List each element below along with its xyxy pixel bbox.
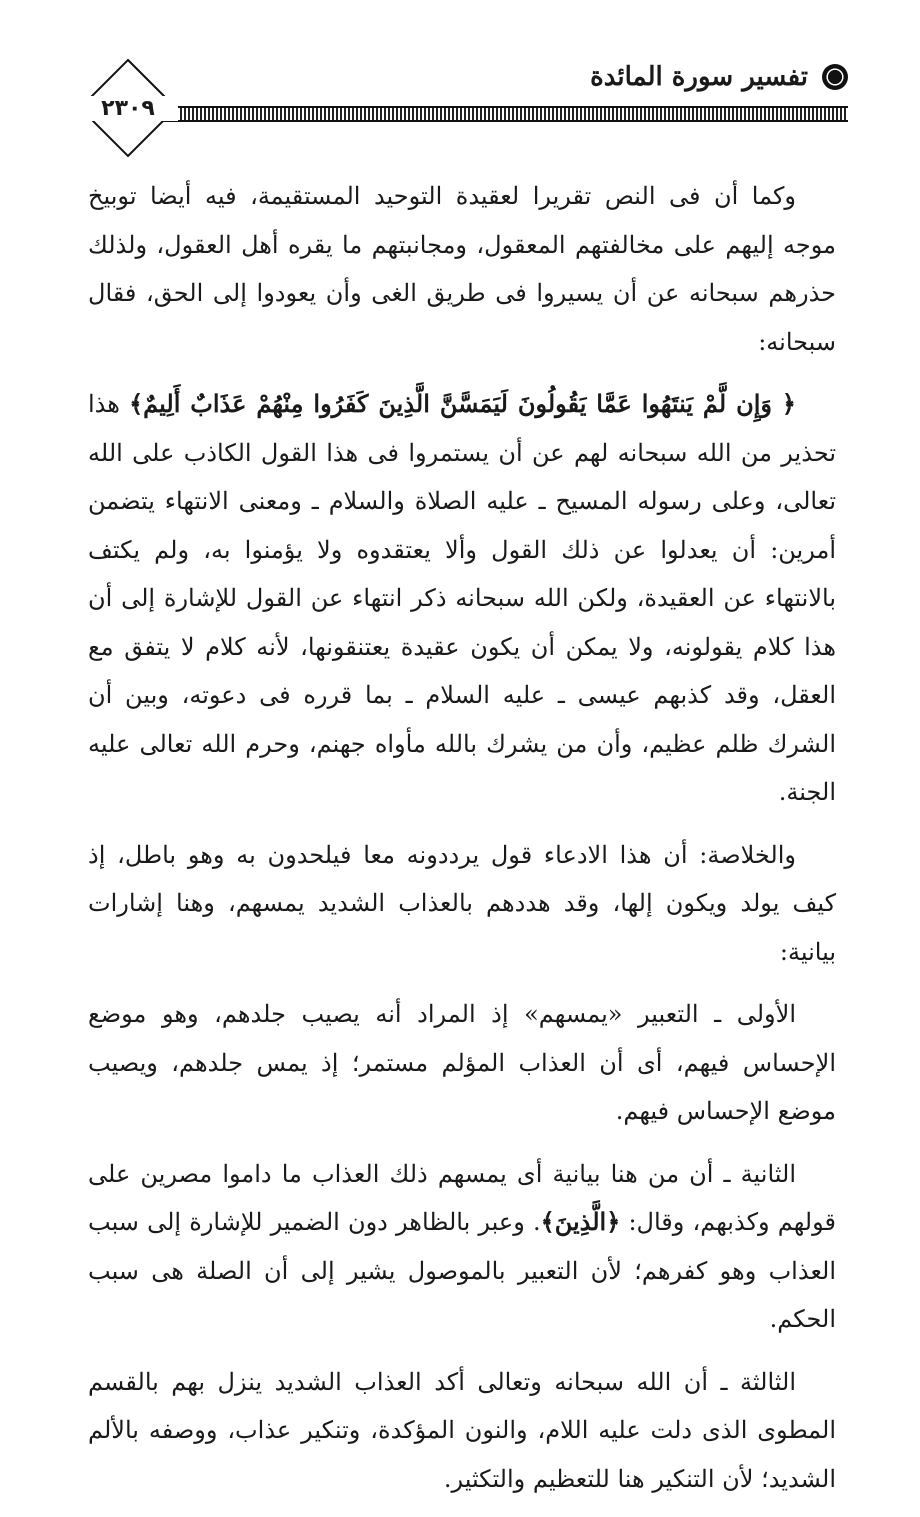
paragraph — [88, 1358, 836, 1504]
flower-ornament-icon — [822, 64, 848, 90]
paragraph-text: . وعبر بالظاهر دون الضمير للإشارة إلى سبب العذاب وهو كفرهم؛ لأن التعبير بالموصول يشير إلى أن الصلة هى سبب الحكم. — [88, 1208, 836, 1333]
quran-verse: ﴿الَّذِينَ﴾ — [540, 1207, 621, 1236]
paragraph — [88, 1150, 836, 1344]
running-title — [590, 62, 848, 92]
paragraph-text: الثانية ـ أن من هنا بيانية أى يمسهم ذلك العذاب ما داموا مصرين على قولهم وكذبهم، وقال: — [88, 1159, 836, 1236]
body-text — [88, 172, 836, 1517]
paragraph-text: هذا تحذير من الله سبحانه لهم عن أن يستمروا فى هذا القول الكاذب على الله تعالى، وعلى رسوله المسيح ـ عليه الصلاة والسلام ـ ومعنى الانتهاء يتضمن أمرين: أن يعدلوا عن ذلك القول وألا يعتقدوه ولا يؤمنوا به، ولم يكتف بالانتهاء عن العقيدة، ولكن الله سبحانه ذكر انتهاء عن القول للإشارة إلى أن هذا كلام يقولونه، ولا يمكن أن يكون عقيدة يعتنقونها، لأنه كلام لا يتفق مع العقل، وقد كذبهم عيسى ـ عليه السلام ـ بما قرره فى دعوته، وبين أن الشرك ظلم عظيم، وأن من يشرك بالله مأواه جهنم، وحرم الله تعالى عليه الجنة. — [88, 390, 836, 806]
paragraph-text: الأولى ـ التعبير «يمسهم» إذ المراد أنه يصيب جلدهم، وهو موضع الإحساس فيهم، أى أن العذاب المؤلم مستمر؛ إذ يمس جلدهم، ويصيب موضع الإحساس فيهم. — [88, 1000, 836, 1125]
paragraph — [88, 990, 836, 1136]
paragraph-text: وكما أن فى النص تقريرا لعقيدة التوحيد المستقيمة، فيه أيضا توبيخ موجه إليهم على مخالفتهم المعقول، ومجانبتهم ما يقره أهل العقول، ولذلك حذرهم سبحانه عن أن يسيروا فى طريق الغى وأن يعودوا إلى الحق، فقال سبحانه: — [88, 182, 836, 356]
paragraph-text: الثالثة ـ أن الله سبحانه وتعالى أكد العذاب الشديد ينزل بهم بالقسم المطوى الذى دلت عليه اللام، والنون المؤكدة، وتنكير عذاب، ووصفه بالألم الشديد؛ لأن التنكير هنا للتعظيم والتكثير. — [88, 1367, 836, 1493]
paragraph-text: والخلاصة: أن هذا الادعاء قول يرددونه معا فيلحدون به وهو باطل، إذ كيف يولد ويكون إلها، وقد هددهم بالعذاب الشديد يمسهم، وهنا إشارات بيانية: — [88, 840, 836, 966]
page-number-badge — [78, 58, 178, 158]
running-title-text: تفسير سورة المائدة — [590, 62, 808, 92]
page-header — [78, 58, 848, 158]
paragraph — [88, 380, 836, 817]
page-number: ٢٣٠٩ — [78, 96, 178, 121]
paragraph — [88, 172, 836, 366]
header-rule — [156, 106, 848, 122]
quran-verse: ﴿ وَإِن لَّمْ يَنتَهُوا عَمَّا يَقُولُونَ لَيَمَسَّنَّ الَّذِينَ كَفَرُوا مِنْهُمْ عَذَابٌ أَلِيمٌ﴾ — [129, 389, 796, 418]
paragraph — [88, 831, 836, 977]
